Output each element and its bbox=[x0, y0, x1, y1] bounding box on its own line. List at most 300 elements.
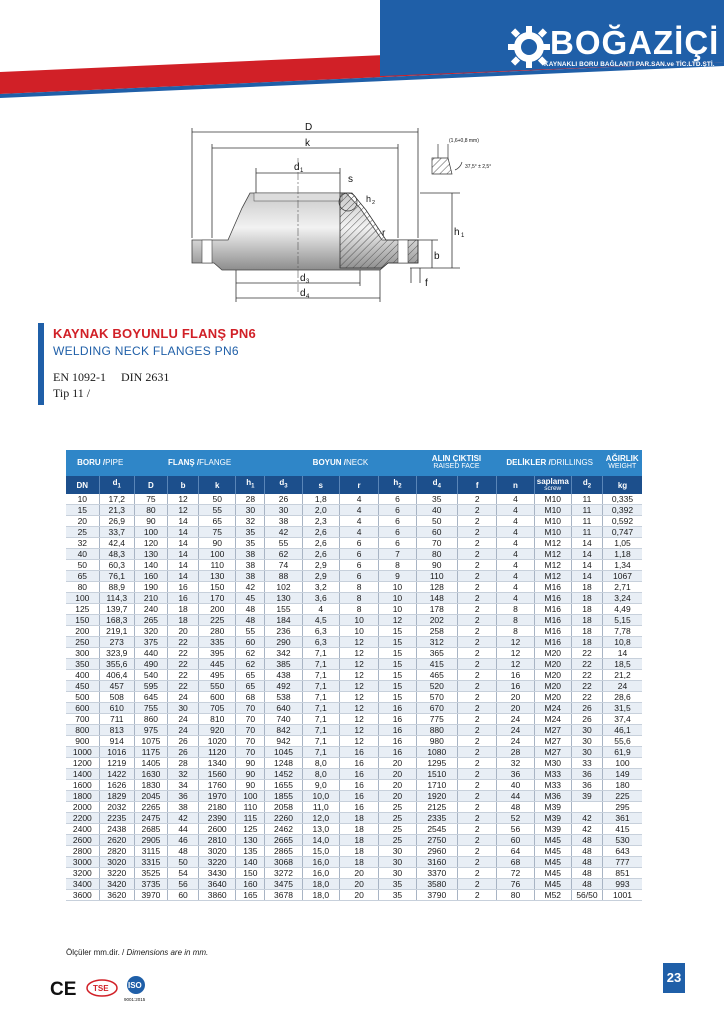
table-row bbox=[66, 857, 642, 868]
table-cell: 2 bbox=[458, 725, 497, 736]
table-cell: 4 bbox=[497, 549, 534, 560]
flange-drawing bbox=[170, 118, 520, 318]
table-cell: 12 bbox=[339, 659, 378, 670]
col-D: D bbox=[134, 476, 167, 494]
table-cell: M10 bbox=[534, 527, 571, 538]
table-cell: 39 bbox=[571, 791, 602, 802]
table-cell: 35 bbox=[379, 879, 416, 890]
table-cell: 2400 bbox=[66, 824, 99, 835]
table-cell: 16 bbox=[339, 769, 378, 780]
table-cell: 900 bbox=[66, 736, 99, 747]
table-cell: 365 bbox=[416, 648, 457, 659]
table-cell: 610 bbox=[99, 703, 134, 714]
table-cell: 33,7 bbox=[99, 527, 134, 538]
table-cell: 3640 bbox=[199, 879, 236, 890]
table-cell: 32 bbox=[168, 769, 199, 780]
table-cell: 2,3 bbox=[302, 516, 339, 527]
table-cell: 3068 bbox=[265, 857, 302, 868]
table-cell: M20 bbox=[534, 670, 571, 681]
table-cell: 22 bbox=[168, 681, 199, 692]
col-r: r bbox=[339, 476, 378, 494]
table-cell: 3600 bbox=[66, 890, 99, 901]
title-accent-bar bbox=[38, 323, 44, 405]
table-cell: M52 bbox=[534, 890, 571, 901]
table-cell: 80 bbox=[416, 549, 457, 560]
table-cell: 2265 bbox=[134, 802, 167, 813]
table-row bbox=[66, 659, 642, 670]
table-cell: 400 bbox=[66, 670, 99, 681]
table-cell: 2,6 bbox=[302, 538, 339, 549]
table-cell: 15 bbox=[379, 670, 416, 681]
table-cell: 3200 bbox=[66, 868, 99, 879]
table-cell: 3220 bbox=[99, 868, 134, 879]
table-cell: 48 bbox=[571, 879, 602, 890]
table-cell: 1920 bbox=[416, 791, 457, 802]
col-d3: $d_3$ bbox=[265, 476, 302, 494]
table-cell: 48,3 bbox=[99, 549, 134, 560]
table-cell: 2 bbox=[458, 868, 497, 879]
table-cell: 14 bbox=[602, 648, 642, 659]
table-cell: 640 bbox=[265, 703, 302, 714]
table-cell: 860 bbox=[134, 714, 167, 725]
table-cell: 240 bbox=[134, 604, 167, 615]
tse-icon bbox=[87, 980, 117, 996]
table-cell: 128 bbox=[416, 582, 457, 593]
table-row bbox=[66, 604, 642, 615]
table-cell: 16,0 bbox=[302, 868, 339, 879]
table-cell: 18 bbox=[339, 824, 378, 835]
table-cell: 102 bbox=[265, 582, 302, 593]
col-dn: DN bbox=[66, 476, 99, 494]
table-cell: 52 bbox=[497, 813, 534, 824]
table-cell: 130 bbox=[134, 549, 167, 560]
table-cell: 3,6 bbox=[302, 593, 339, 604]
table-cell: 2 bbox=[458, 593, 497, 604]
table-cell: M45 bbox=[534, 868, 571, 879]
table-cell: M16 bbox=[534, 615, 571, 626]
table-row bbox=[66, 560, 642, 571]
table-cell: M24 bbox=[534, 703, 571, 714]
dim-d3-sub: 3 bbox=[306, 279, 310, 285]
table-cell: 10 bbox=[66, 494, 99, 505]
table-cell: 4,49 bbox=[602, 604, 642, 615]
table-cell: M16 bbox=[534, 582, 571, 593]
table-cell: 120 bbox=[134, 538, 167, 549]
table-cell: 3370 bbox=[416, 868, 457, 879]
table-cell: 16,0 bbox=[302, 857, 339, 868]
table-cell: 18 bbox=[571, 604, 602, 615]
table-cell: 670 bbox=[416, 703, 457, 714]
table-row bbox=[66, 868, 642, 879]
table-cell: 35 bbox=[236, 538, 265, 549]
dim-h2-sub: 2 bbox=[372, 200, 376, 206]
table-cell: M20 bbox=[534, 692, 571, 703]
table-cell: 22 bbox=[168, 670, 199, 681]
table-cell: 1626 bbox=[99, 780, 134, 791]
table-cell: 74 bbox=[265, 560, 302, 571]
table-cell: 12 bbox=[339, 725, 378, 736]
table-cell: 295 bbox=[602, 802, 642, 813]
table-cell: 14 bbox=[168, 516, 199, 527]
table-cell: 38 bbox=[236, 571, 265, 582]
table-cell: 48 bbox=[571, 857, 602, 868]
table-cell: 290 bbox=[265, 637, 302, 648]
table-cell: 4 bbox=[339, 516, 378, 527]
table-cell: 10 bbox=[379, 593, 416, 604]
table-cell: 22 bbox=[168, 648, 199, 659]
table-cell: 68 bbox=[497, 857, 534, 868]
table-cell: 7,1 bbox=[302, 659, 339, 670]
table-cell: 361 bbox=[602, 813, 642, 824]
table-cell: 202 bbox=[416, 615, 457, 626]
table-cell: 54 bbox=[168, 868, 199, 879]
table-cell: M12 bbox=[534, 571, 571, 582]
table-cell: 20 bbox=[379, 780, 416, 791]
table-cell: 12 bbox=[339, 714, 378, 725]
table-cell: 1248 bbox=[265, 758, 302, 769]
table-cell: 31,5 bbox=[602, 703, 642, 714]
table-row bbox=[66, 626, 642, 637]
svg-text:ISO: ISO bbox=[128, 981, 142, 990]
table-cell: 6 bbox=[379, 527, 416, 538]
table-cell: 14 bbox=[168, 549, 199, 560]
table-cell: 28,6 bbox=[602, 692, 642, 703]
table-cell: 2810 bbox=[199, 835, 236, 846]
table-cell: 335 bbox=[199, 637, 236, 648]
table-cell: 18 bbox=[168, 615, 199, 626]
table-cell: 80 bbox=[497, 890, 534, 901]
table-cell: 18 bbox=[571, 615, 602, 626]
table-cell: 258 bbox=[416, 626, 457, 637]
table-cell: 942 bbox=[265, 736, 302, 747]
table-cell: 110 bbox=[199, 560, 236, 571]
table-cell: 45 bbox=[236, 593, 265, 604]
table-cell: 4 bbox=[497, 571, 534, 582]
detail-gap-label: (1,6+0,8 mm) bbox=[449, 138, 479, 144]
table-cell: M27 bbox=[534, 747, 571, 758]
table-cell: 30 bbox=[571, 725, 602, 736]
table-cell: 0,592 bbox=[602, 516, 642, 527]
units-note: Ölçüler mm.dir. / Dimensions are in mm. bbox=[66, 948, 209, 957]
table-cell: 24 bbox=[168, 692, 199, 703]
table-cell: 35 bbox=[379, 890, 416, 901]
table-cell: 1075 bbox=[134, 736, 167, 747]
table-cell: 178 bbox=[416, 604, 457, 615]
table-cell: 30 bbox=[265, 505, 302, 516]
table-cell: 25 bbox=[379, 824, 416, 835]
table-cell: 914 bbox=[99, 736, 134, 747]
dim-s-label: s bbox=[348, 174, 353, 185]
table-cell: 2 bbox=[458, 604, 497, 615]
table-cell: 4 bbox=[497, 494, 534, 505]
table-cell: 755 bbox=[134, 703, 167, 714]
table-cell: 15 bbox=[379, 637, 416, 648]
table-cell: 14 bbox=[571, 560, 602, 571]
table-cell: 37,4 bbox=[602, 714, 642, 725]
table-cell: 36 bbox=[497, 769, 534, 780]
table-cell: 7,78 bbox=[602, 626, 642, 637]
table-cell: 300 bbox=[66, 648, 99, 659]
table-cell: 22 bbox=[571, 681, 602, 692]
table-cell: 18 bbox=[571, 637, 602, 648]
table-cell: 14 bbox=[168, 560, 199, 571]
table-cell: 168,3 bbox=[99, 615, 134, 626]
table-cell: 1400 bbox=[66, 769, 99, 780]
table-cell: 12 bbox=[379, 615, 416, 626]
table-cell: 2 bbox=[458, 846, 497, 857]
dim-h2-label: h bbox=[366, 194, 372, 204]
table-cell: 10,0 bbox=[302, 791, 339, 802]
table-cell: 1067 bbox=[602, 571, 642, 582]
table-cell: 3220 bbox=[199, 857, 236, 868]
table-cell: 2 bbox=[458, 637, 497, 648]
table-cell: 28 bbox=[168, 758, 199, 769]
dim-d1-label: d bbox=[294, 162, 300, 173]
svg-text:TSE: TSE bbox=[93, 984, 109, 993]
table-cell: 32 bbox=[66, 538, 99, 549]
table-cell: 40 bbox=[66, 549, 99, 560]
table-cell: 50 bbox=[66, 560, 99, 571]
table-row bbox=[66, 670, 642, 681]
table-cell: 2000 bbox=[66, 802, 99, 813]
table-cell: 4 bbox=[497, 560, 534, 571]
table-cell: 17,2 bbox=[99, 494, 134, 505]
table-cell: M24 bbox=[534, 714, 571, 725]
col-n: n bbox=[497, 476, 534, 494]
table-cell: M39 bbox=[534, 813, 571, 824]
table-cell: 3272 bbox=[265, 868, 302, 879]
table-cell: 32 bbox=[497, 758, 534, 769]
column-header-row bbox=[66, 476, 642, 494]
table-cell: 22 bbox=[571, 659, 602, 670]
table-cell: 22 bbox=[571, 692, 602, 703]
table-cell: 16 bbox=[339, 802, 378, 813]
table-cell: 4 bbox=[497, 527, 534, 538]
dim-k-label: k bbox=[305, 138, 310, 149]
table-cell: 38 bbox=[236, 549, 265, 560]
table-cell: 530 bbox=[602, 835, 642, 846]
table-cell: 1045 bbox=[265, 747, 302, 758]
table-cell: 9,0 bbox=[302, 780, 339, 791]
table-cell: 1020 bbox=[199, 736, 236, 747]
table-cell: 3315 bbox=[134, 857, 167, 868]
table-cell: 2390 bbox=[199, 813, 236, 824]
table-cell: 24 bbox=[497, 725, 534, 736]
table-cell: 16 bbox=[339, 780, 378, 791]
table-cell: 3420 bbox=[99, 879, 134, 890]
table-cell: 492 bbox=[265, 681, 302, 692]
page-subtitle: WELDING NECK FLANGES PN6 bbox=[53, 344, 239, 358]
table-cell: 350 bbox=[66, 659, 99, 670]
table-row bbox=[66, 835, 642, 846]
table-cell: 2 bbox=[458, 747, 497, 758]
detail-angle-label: 37,5° ± 2,5° bbox=[465, 164, 492, 170]
table-cell: 70 bbox=[236, 703, 265, 714]
table-cell: 2820 bbox=[99, 846, 134, 857]
table-cell: 200 bbox=[66, 626, 99, 637]
table-cell: 2 bbox=[458, 791, 497, 802]
standard-din: DIN 2631 bbox=[121, 370, 170, 384]
table-cell: 2600 bbox=[199, 824, 236, 835]
table-cell: 60 bbox=[497, 835, 534, 846]
table-cell: 15 bbox=[379, 626, 416, 637]
table-cell: 12 bbox=[339, 670, 378, 681]
table-cell: 600 bbox=[199, 692, 236, 703]
table-cell: M16 bbox=[534, 637, 571, 648]
table-cell: 42 bbox=[571, 813, 602, 824]
table-cell: 3020 bbox=[199, 846, 236, 857]
group-header-row bbox=[66, 450, 642, 476]
dim-d4-label: d bbox=[300, 288, 306, 299]
table-cell: 7,1 bbox=[302, 681, 339, 692]
table-cell: 62 bbox=[265, 549, 302, 560]
table-row bbox=[66, 714, 642, 725]
table-cell: 2 bbox=[458, 538, 497, 549]
table-cell: 538 bbox=[265, 692, 302, 703]
table-cell: M30 bbox=[534, 758, 571, 769]
table-cell: 0,747 bbox=[602, 527, 642, 538]
table-cell: 595 bbox=[134, 681, 167, 692]
table-row bbox=[66, 593, 642, 604]
table-cell: 115 bbox=[236, 813, 265, 824]
table-cell: 60 bbox=[236, 637, 265, 648]
table-cell: 16 bbox=[168, 582, 199, 593]
table-cell: 225 bbox=[199, 615, 236, 626]
table-cell: 16 bbox=[379, 747, 416, 758]
table-cell: 60 bbox=[416, 527, 457, 538]
table-cell: 6 bbox=[339, 560, 378, 571]
table-cell: 20 bbox=[339, 879, 378, 890]
table-cell: 18 bbox=[339, 857, 378, 868]
table-cell: 2,6 bbox=[302, 549, 339, 560]
table-cell: 180 bbox=[602, 780, 642, 791]
table-cell: 21,2 bbox=[602, 670, 642, 681]
table-cell: 8 bbox=[497, 615, 534, 626]
col-d4: $d_4$ bbox=[416, 476, 457, 494]
col-d1: $d_1$ bbox=[99, 476, 134, 494]
table-cell: 500 bbox=[66, 692, 99, 703]
table-cell: 90 bbox=[236, 769, 265, 780]
table-cell: 36 bbox=[571, 780, 602, 791]
table-cell: 3000 bbox=[66, 857, 99, 868]
table-cell: 14,0 bbox=[302, 835, 339, 846]
table-cell: 12 bbox=[497, 659, 534, 670]
table-cell: M45 bbox=[534, 846, 571, 857]
table-cell: 34 bbox=[168, 780, 199, 791]
table-cell: 62 bbox=[236, 659, 265, 670]
table-row bbox=[66, 692, 642, 703]
dim-d3-label: d bbox=[300, 273, 306, 284]
table-cell: 65 bbox=[236, 681, 265, 692]
table-cell: 110 bbox=[236, 802, 265, 813]
table-cell: 3580 bbox=[416, 879, 457, 890]
table-cell: 160 bbox=[236, 879, 265, 890]
table-cell: 0,335 bbox=[602, 494, 642, 505]
table-cell: 50 bbox=[199, 494, 236, 505]
table-cell: 60,3 bbox=[99, 560, 134, 571]
table-cell: 490 bbox=[134, 659, 167, 670]
table-cell: M16 bbox=[534, 626, 571, 637]
table-cell: 2 bbox=[458, 615, 497, 626]
table-cell: 8 bbox=[339, 593, 378, 604]
table-cell: 236 bbox=[265, 626, 302, 637]
table-cell: 4 bbox=[339, 527, 378, 538]
table-cell: 36 bbox=[168, 791, 199, 802]
table-cell: 1200 bbox=[66, 758, 99, 769]
table-cell: 550 bbox=[199, 681, 236, 692]
table-cell: 100 bbox=[236, 791, 265, 802]
table-row bbox=[66, 527, 642, 538]
table-cell: 12 bbox=[339, 703, 378, 714]
table-cell: 130 bbox=[236, 835, 265, 846]
table-cell: M33 bbox=[534, 780, 571, 791]
table-cell: 600 bbox=[66, 703, 99, 714]
table-cell: 33 bbox=[571, 758, 602, 769]
table-cell: M12 bbox=[534, 538, 571, 549]
table-cell: 8,0 bbox=[302, 769, 339, 780]
table-cell: 711 bbox=[99, 714, 134, 725]
dim-b-label: b bbox=[434, 251, 440, 262]
table-cell: 42 bbox=[236, 582, 265, 593]
table-cell: 445 bbox=[199, 659, 236, 670]
table-cell: 2600 bbox=[66, 835, 99, 846]
table-cell: 3735 bbox=[134, 879, 167, 890]
table-cell: 1000 bbox=[66, 747, 99, 758]
table-cell: 880 bbox=[416, 725, 457, 736]
table-cell: 2 bbox=[458, 835, 497, 846]
table-cell: 800 bbox=[66, 725, 99, 736]
table-cell: 100 bbox=[134, 527, 167, 538]
table-cell: 15 bbox=[66, 505, 99, 516]
table-cell: 24 bbox=[168, 714, 199, 725]
table-cell: 25 bbox=[379, 813, 416, 824]
table-cell: 50 bbox=[416, 516, 457, 527]
table-row bbox=[66, 846, 642, 857]
table-cell: 26 bbox=[571, 703, 602, 714]
table-cell: 30 bbox=[571, 736, 602, 747]
dim-r-label: r bbox=[382, 228, 386, 239]
table-cell: 1970 bbox=[199, 791, 236, 802]
table-row bbox=[66, 681, 642, 692]
table-cell: 20 bbox=[379, 758, 416, 769]
table-cell: 65 bbox=[236, 670, 265, 681]
table-cell: 16 bbox=[379, 725, 416, 736]
table-cell: 125 bbox=[66, 604, 99, 615]
table-cell: 44 bbox=[497, 791, 534, 802]
table-cell: 42 bbox=[571, 824, 602, 835]
table-cell: 4,5 bbox=[302, 615, 339, 626]
table-cell: 2 bbox=[458, 692, 497, 703]
table-cell: 70 bbox=[236, 736, 265, 747]
table-cell: 777 bbox=[602, 857, 642, 868]
table-cell: 3620 bbox=[99, 890, 134, 901]
table-cell: 76 bbox=[497, 879, 534, 890]
table-cell: 3,24 bbox=[602, 593, 642, 604]
table-cell: 25 bbox=[379, 802, 416, 813]
table-cell: 1422 bbox=[99, 769, 134, 780]
table-cell: 18 bbox=[339, 813, 378, 824]
table-cell: 8,0 bbox=[302, 758, 339, 769]
table-cell: 64 bbox=[497, 846, 534, 857]
table-cell: 2 bbox=[458, 714, 497, 725]
table-cell: 1016 bbox=[99, 747, 134, 758]
table-cell: 18 bbox=[571, 582, 602, 593]
table-cell: 7,1 bbox=[302, 648, 339, 659]
table-cell: 40 bbox=[416, 505, 457, 516]
table-cell: 2,9 bbox=[302, 560, 339, 571]
table-cell: 6 bbox=[379, 505, 416, 516]
table-cell: 24 bbox=[497, 736, 534, 747]
